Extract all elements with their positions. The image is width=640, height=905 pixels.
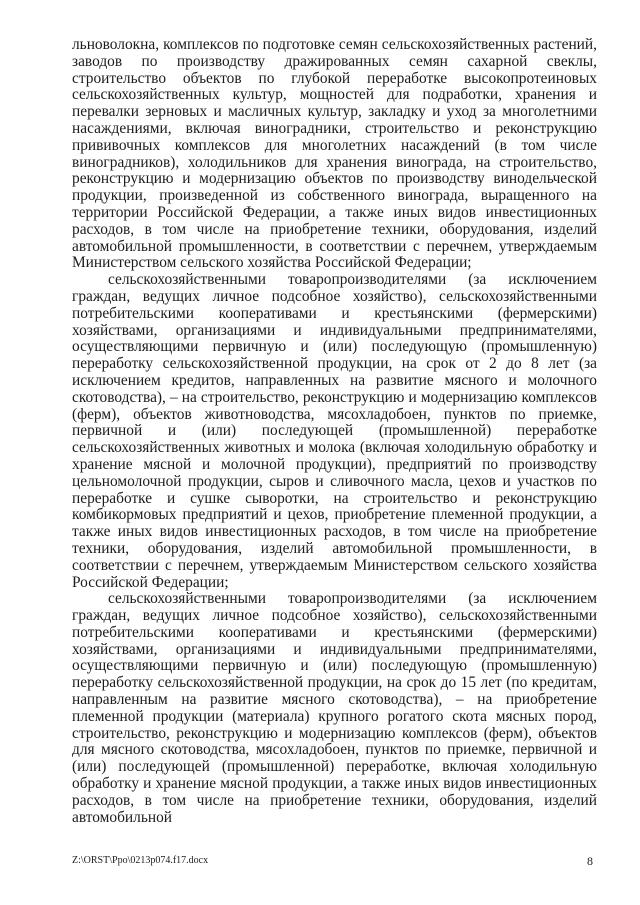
paragraph-continuation: льноволокна, комплексов по подготовке семян сельскохозяйственных растений, заводов по производству дражированных семян сахарной свеклы, строительство объектов по глубокой переработке высокопротеиновых сельскохозяйственных культур, мощностей для подработки, хранения и перевалки зерновых и масличных культур, закладку и уход за многолетними насаждениями, включая виноградники, строительство и реконструкцию прививочных комплексов для многолетних насаждений (в том числе виноградников), холодильников для хранения винограда, на строительство, реконструкцию и модернизацию объектов по производству винодельческой продукции, произведенной из собственного винограда, выращенного на территории Российской Федерации, а также иных видов инвестиционных расходов, в том числе на приобретение техники, оборудования, изделий автомобильной промышленности, в соответствии с перечнем, утверждаемым Министерством сельского хозяйства Российской Федерации; bbox=[72, 36, 597, 272]
page-number: 8 bbox=[587, 854, 593, 868]
footer-file-path: Z:\ORST\Ppo\0213p074.f17.docx bbox=[72, 855, 209, 866]
paragraph-beef-cattle-loans: сельскохозяйственными товаропроизводителями (за исключением граждан, ведущих личное подсобное хозяйство), сельскохозяйственными потребительскими кооперативами и крестьянскими (фермерскими) хозяйствами, организациями и индивидуальными предпринимателями, осуществляющими первичную и (или) последующую (промышленную) переработку сельскохозяйственной продукции, на срок до 15 лет (по кредитам, направленным на развитие мясного скотоводства), – на приобретение племенной продукции (материала) крупного рогатого скота мясных пород, строительство, реконструкцию и модернизацию комплексов (ферм), объектов для мясного скотоводства, мясохладобоен, пунктов по приемке, первичной и (или) последующей (промышленной) переработке, включая холодильную обработку и хранение мясной продукции, а также иных видов инвестиционных расходов, в том числе на приобретение техники, оборудования, изделий автомобильной bbox=[72, 590, 597, 826]
page-footer bbox=[72, 853, 597, 869]
document-body bbox=[72, 37, 597, 826]
paragraph-livestock-loans: сельскохозяйственными товаропроизводителями (за исключением граждан, ведущих личное подсобное хозяйство), сельскохозяйственными потребительскими кооперативами и крестьянскими (фермерскими) хозяйствами, организациями и индивидуальными предпринимателями, осуществляющими первичную и (или) последующую (промышленную) переработку сельскохозяйственной продукции, на срок от 2 до 8 лет (за исключением кредитов, направленных на развитие мясного и молочного скотоводства), – на строительство, реконструкцию и модернизацию комплексов (ферм), объектов животноводства, мясохладобоен, пунктов по приемке, первичной и (или) последующей (промышленной) переработке сельскохозяйственных животных и молока (включая холодильную обработку и хранение мясной и молочной продукции), предприятий по производству цельномолочной продукции, сыров и сливочного масла, цехов и участков по переработке и сушке сыворотки, на строительство и реконструкцию комбикормовых предприятий и цехов, приобретение племенной продукции, а также иных видов инвестиционных расходов, в том числе на приобретение техники, оборудования, изделий автомобильной промышленности, в соответствии с перечнем, утверждаемым Министерством сельского хозяйства Российской Федерации; bbox=[72, 271, 597, 591]
